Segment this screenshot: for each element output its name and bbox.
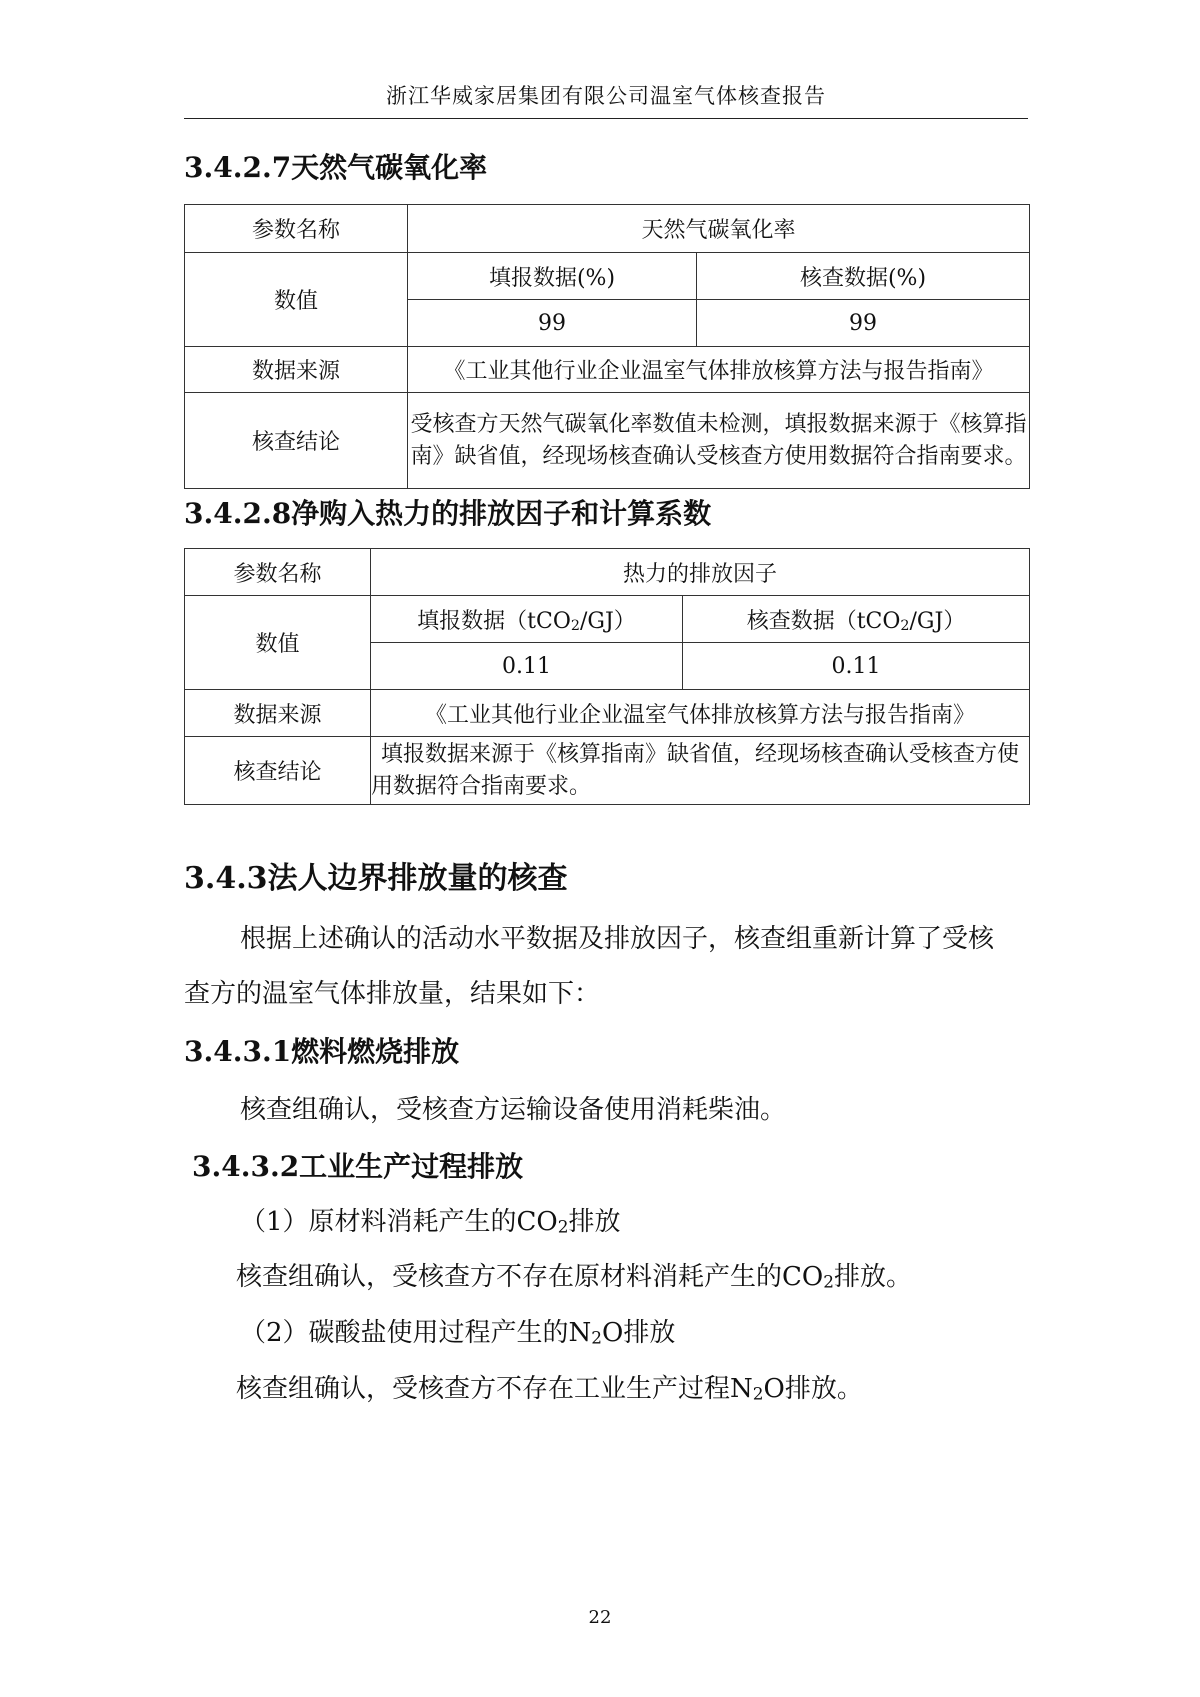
conclusion-value: 受核查方天然气碳氧化率数值未检测，填报数据来源于《核算指南》缺省值，经现场核查确认受核查方使用数据符合指南要求。: [408, 393, 1030, 489]
source-value: 《工业其他行业企业温室气体排放核算方法与报告指南》: [371, 690, 1030, 737]
reported-header: 填报数据(%): [408, 253, 697, 300]
heading-3427: 3.4.2.7天然气碳氧化率: [184, 151, 488, 184]
param-label: 参数名称: [185, 549, 371, 596]
table-row: [185, 393, 1030, 489]
source-label: 数据来源: [185, 347, 408, 393]
table-row: [185, 690, 1030, 737]
heading-343: 3.4.3法人边界排放量的核查: [184, 861, 568, 896]
heading-3432: 3.4.3.2工业生产过程排放: [192, 1150, 524, 1183]
table-row: [185, 737, 1030, 805]
header-rule: [184, 118, 1028, 119]
conclusion-label: 核查结论: [185, 393, 408, 489]
table-row: [185, 347, 1030, 393]
page-header: 浙江华威家居集团有限公司温室气体核查报告: [386, 84, 826, 108]
conclusion-value: 填报数据来源于《核算指南》缺省值，经现场核查确认受核查方使用数据符合指南要求。: [371, 737, 1030, 805]
conclusion-label: 核查结论: [185, 737, 371, 805]
verified-header: 核查数据(%): [697, 253, 1030, 300]
value-label: 数值: [185, 596, 371, 690]
source-label: 数据来源: [185, 690, 371, 737]
table-row: [185, 596, 1030, 643]
item2-heading: （2）碳酸盐使用过程产生的$N_2O$排放: [240, 1318, 676, 1348]
param-label: 参数名称: [185, 205, 408, 253]
verified-value: 0.11: [683, 643, 1030, 690]
item2-text: 核查组确认，受核查方不存在工业生产过程$N_2O$排放。: [236, 1374, 863, 1404]
reported-value: 0.11: [371, 643, 683, 690]
heading-3431: 3.4.3.1燃料燃烧排放: [184, 1035, 460, 1068]
table-oxidation-rate: [184, 204, 1030, 489]
table-row: [185, 205, 1030, 253]
verified-value: 99: [697, 300, 1030, 347]
verified-header: 核查数据（tCO$_2$/GJ）: [683, 596, 1030, 643]
item1-text: 核查组确认，受核查方不存在原材料消耗产生的$CO_2$排放。: [236, 1262, 912, 1292]
param-value: 天然气碳氧化率: [408, 205, 1030, 253]
page-number: 22: [588, 1607, 612, 1628]
item1-heading: （1）原材料消耗产生的$CO_2$排放: [240, 1207, 621, 1237]
reported-value: 99: [408, 300, 697, 347]
table-row: [185, 253, 1030, 300]
source-value: 《工业其他行业企业温室气体排放核算方法与报告指南》: [408, 347, 1030, 393]
intro-paragraph-line1: 根据上述确认的活动水平数据及排放因子，核查组重新计算了受核: [240, 924, 995, 954]
fuel-combustion-text: 核查组确认，受核查方运输设备使用消耗柴油。: [240, 1095, 787, 1125]
heading-3428: 3.4.2.8净购入热力的排放因子和计算系数: [184, 497, 712, 530]
param-value: 热力的排放因子: [371, 549, 1030, 596]
value-label: 数值: [185, 253, 408, 347]
intro-paragraph-line2: 查方的温室气体排放量，结果如下：: [184, 979, 601, 1009]
table-heat-emission-factor: [184, 548, 1030, 805]
reported-header: 填报数据（tCO$_2$/GJ）: [371, 596, 683, 643]
table-row: [185, 549, 1030, 596]
